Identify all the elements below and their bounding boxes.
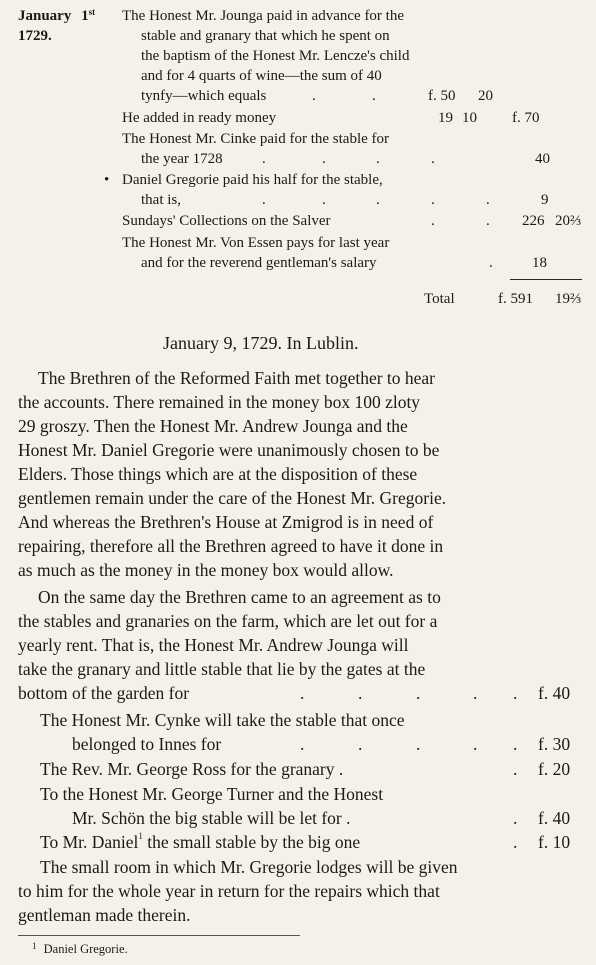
ledger-line-8: the year 1728 <box>141 151 223 167</box>
rent-line: To the Honest Mr. George Turner and the Honest <box>40 784 384 804</box>
leader-dot: . <box>312 88 316 104</box>
amount-gregorie: 9 <box>541 192 549 208</box>
leader-dot: . <box>322 192 326 208</box>
paragraph-2-line: yearly rent. That is, the Honest Mr. Andrew Jounga will <box>18 635 409 655</box>
leader-dot: . <box>358 683 363 703</box>
rent-amount-daniel: f. 10 <box>538 832 571 852</box>
paragraph-1-line: And whereas the Brethren's House at Zmigrod is in need of <box>18 512 434 532</box>
leader-dot: . <box>262 151 266 167</box>
paragraph-1-line: Elders. Those things which are at the disposition of these <box>18 464 418 484</box>
ledger-line-7: The Honest Mr. Cinke paid for the stable for <box>122 131 390 147</box>
amount-cinke: 40 <box>535 151 550 167</box>
paragraph-1-line: The Brethren of the Reformed Faith met together to hear <box>38 368 436 388</box>
entry-date-year: 1729. <box>18 28 52 44</box>
footnote-number: 1 <box>32 941 37 951</box>
leader-dot: . <box>322 151 326 167</box>
rent-line: belonged to Innes for <box>72 734 222 754</box>
leader-dot: . <box>416 683 421 703</box>
ledger-line-4: and for 4 quarts of wine—the sum of 40 <box>141 68 382 84</box>
total-groszy: 19⅔ <box>555 291 582 307</box>
leader-dot: . <box>513 808 518 828</box>
ledger-line-5: tynfy—which equals <box>141 88 267 104</box>
rent-line: The Honest Mr. Cynke will take the stable that once <box>40 710 405 730</box>
ledger-line-12: The Honest Mr. Von Essen pays for last year <box>122 235 390 251</box>
leader-dot: . <box>486 192 490 208</box>
amount-ready-florins: 19 <box>438 110 453 126</box>
amount-ready-total: f. 70 <box>512 110 540 126</box>
paragraph-3-line: The small room in which Mr. Gregorie lodges will be given <box>40 857 458 877</box>
rent-amount-jounga: f. 40 <box>538 683 571 703</box>
paragraph-2-line: the stables and granaries on the farm, which are let out for a <box>18 611 438 631</box>
date-day <box>81 8 95 24</box>
rent-line-end: the small stable by the big one <box>147 832 361 852</box>
leader-dot: . <box>300 683 305 703</box>
rent-line: The Rev. Mr. George Ross for the granary . <box>40 759 344 779</box>
paragraph-3-line: to him for the whole year in return for the repairs which that <box>18 881 440 901</box>
leader-dot: . <box>473 734 478 754</box>
leader-dot: . <box>372 88 376 104</box>
date-day-suffix: st <box>88 7 96 17</box>
ledger-line-9: Daniel Gregorie paid his half for the stable, <box>122 172 383 188</box>
footnote-text: Daniel Gregorie. <box>43 942 128 956</box>
paragraph-1-line: 29 groszy. Then the Honest Mr. Andrew Jounga and the <box>18 416 408 436</box>
amount-collections-groszy: 20⅔ <box>555 213 582 229</box>
paragraph-2-line: bottom of the garden for <box>18 683 190 703</box>
total-value: f. 591 <box>498 291 533 307</box>
leader-dot: . <box>431 192 435 208</box>
leader-dot: . <box>416 734 421 754</box>
rent-amount-turner-schon: f. 40 <box>538 808 571 828</box>
rent-amount-cynke: f. 30 <box>538 734 571 754</box>
ledger-line-1: The Honest Mr. Jounga paid in advance for the <box>122 8 405 24</box>
paragraph-1-line: repairing, therefore all the Brethren agreed to have it done in <box>18 536 444 556</box>
paragraph-3-line: gentleman made therein. <box>18 905 191 925</box>
paragraph-2-line: take the granary and little stable that lie by the gates at the <box>18 659 426 679</box>
leader-dot: . <box>486 213 490 229</box>
amount-tynfy-groszy: 20 <box>478 88 493 104</box>
leader-dot: . <box>431 213 435 229</box>
paragraph-1-line: gentlemen remain under the care of the Honest Mr. Gregorie. <box>18 488 447 508</box>
footnote-rule <box>18 935 300 936</box>
total-label: Total <box>424 291 455 307</box>
leader-dot: . <box>513 683 518 703</box>
footnote <box>32 942 128 957</box>
ledger-line-11: Sundays' Collections on the Salver <box>122 213 331 229</box>
rent-line-start: To Mr. Daniel <box>40 832 139 852</box>
amount-ready-groszy: 10 <box>462 110 477 126</box>
ledger-line-10: that is, <box>141 192 181 208</box>
amount-vonessen: 18 <box>532 255 547 271</box>
date-month: January <box>18 8 72 24</box>
leader-dot: . <box>513 734 518 754</box>
leader-dot: . <box>513 832 518 852</box>
leader-dot: . <box>376 151 380 167</box>
leader-dot: . <box>376 192 380 208</box>
leader-dot: . <box>358 734 363 754</box>
amount-collections: 226 <box>522 213 545 229</box>
leader-dot: . <box>262 192 266 208</box>
ledger-line-3: the baptism of the Honest Mr. Lencze's child <box>141 48 410 64</box>
ledger-line-2: stable and granary that which he spent on <box>141 28 390 44</box>
rent-line: Mr. Schön the big stable will be let for . <box>72 808 351 828</box>
rent-line <box>40 832 360 853</box>
entry-date-month <box>18 8 95 25</box>
leader-dot: . <box>513 759 518 779</box>
paragraph-2-line: On the same day the Brethren came to an agreement as to <box>38 587 441 607</box>
ledger-line-13: and for the reverend gentleman's salary <box>141 255 377 271</box>
leader-dot: . <box>473 683 478 703</box>
paragraph-1-line: as much as the money in the money box would allow. <box>18 560 394 580</box>
ledger-line-6: He added in ready money <box>122 110 277 126</box>
section-heading: January 9, 1729. In Lublin. <box>163 333 359 353</box>
amount-tynfy-florins: f. 50 <box>428 88 456 104</box>
date-day-number: 1 <box>81 8 89 24</box>
leader-dot: . <box>489 255 493 271</box>
leader-dot: . <box>431 151 435 167</box>
total-rule <box>510 279 582 280</box>
footnote-marker[interactable]: 1 <box>138 831 143 841</box>
margin-mark: • <box>104 172 110 188</box>
paragraph-1-line: the accounts. There remained in the money box 100 zloty <box>18 392 421 412</box>
paragraph-1-line: Honest Mr. Daniel Gregorie were unanimously chosen to be <box>18 440 440 460</box>
rent-amount-ross: f. 20 <box>538 759 571 779</box>
leader-dot: . <box>300 734 305 754</box>
